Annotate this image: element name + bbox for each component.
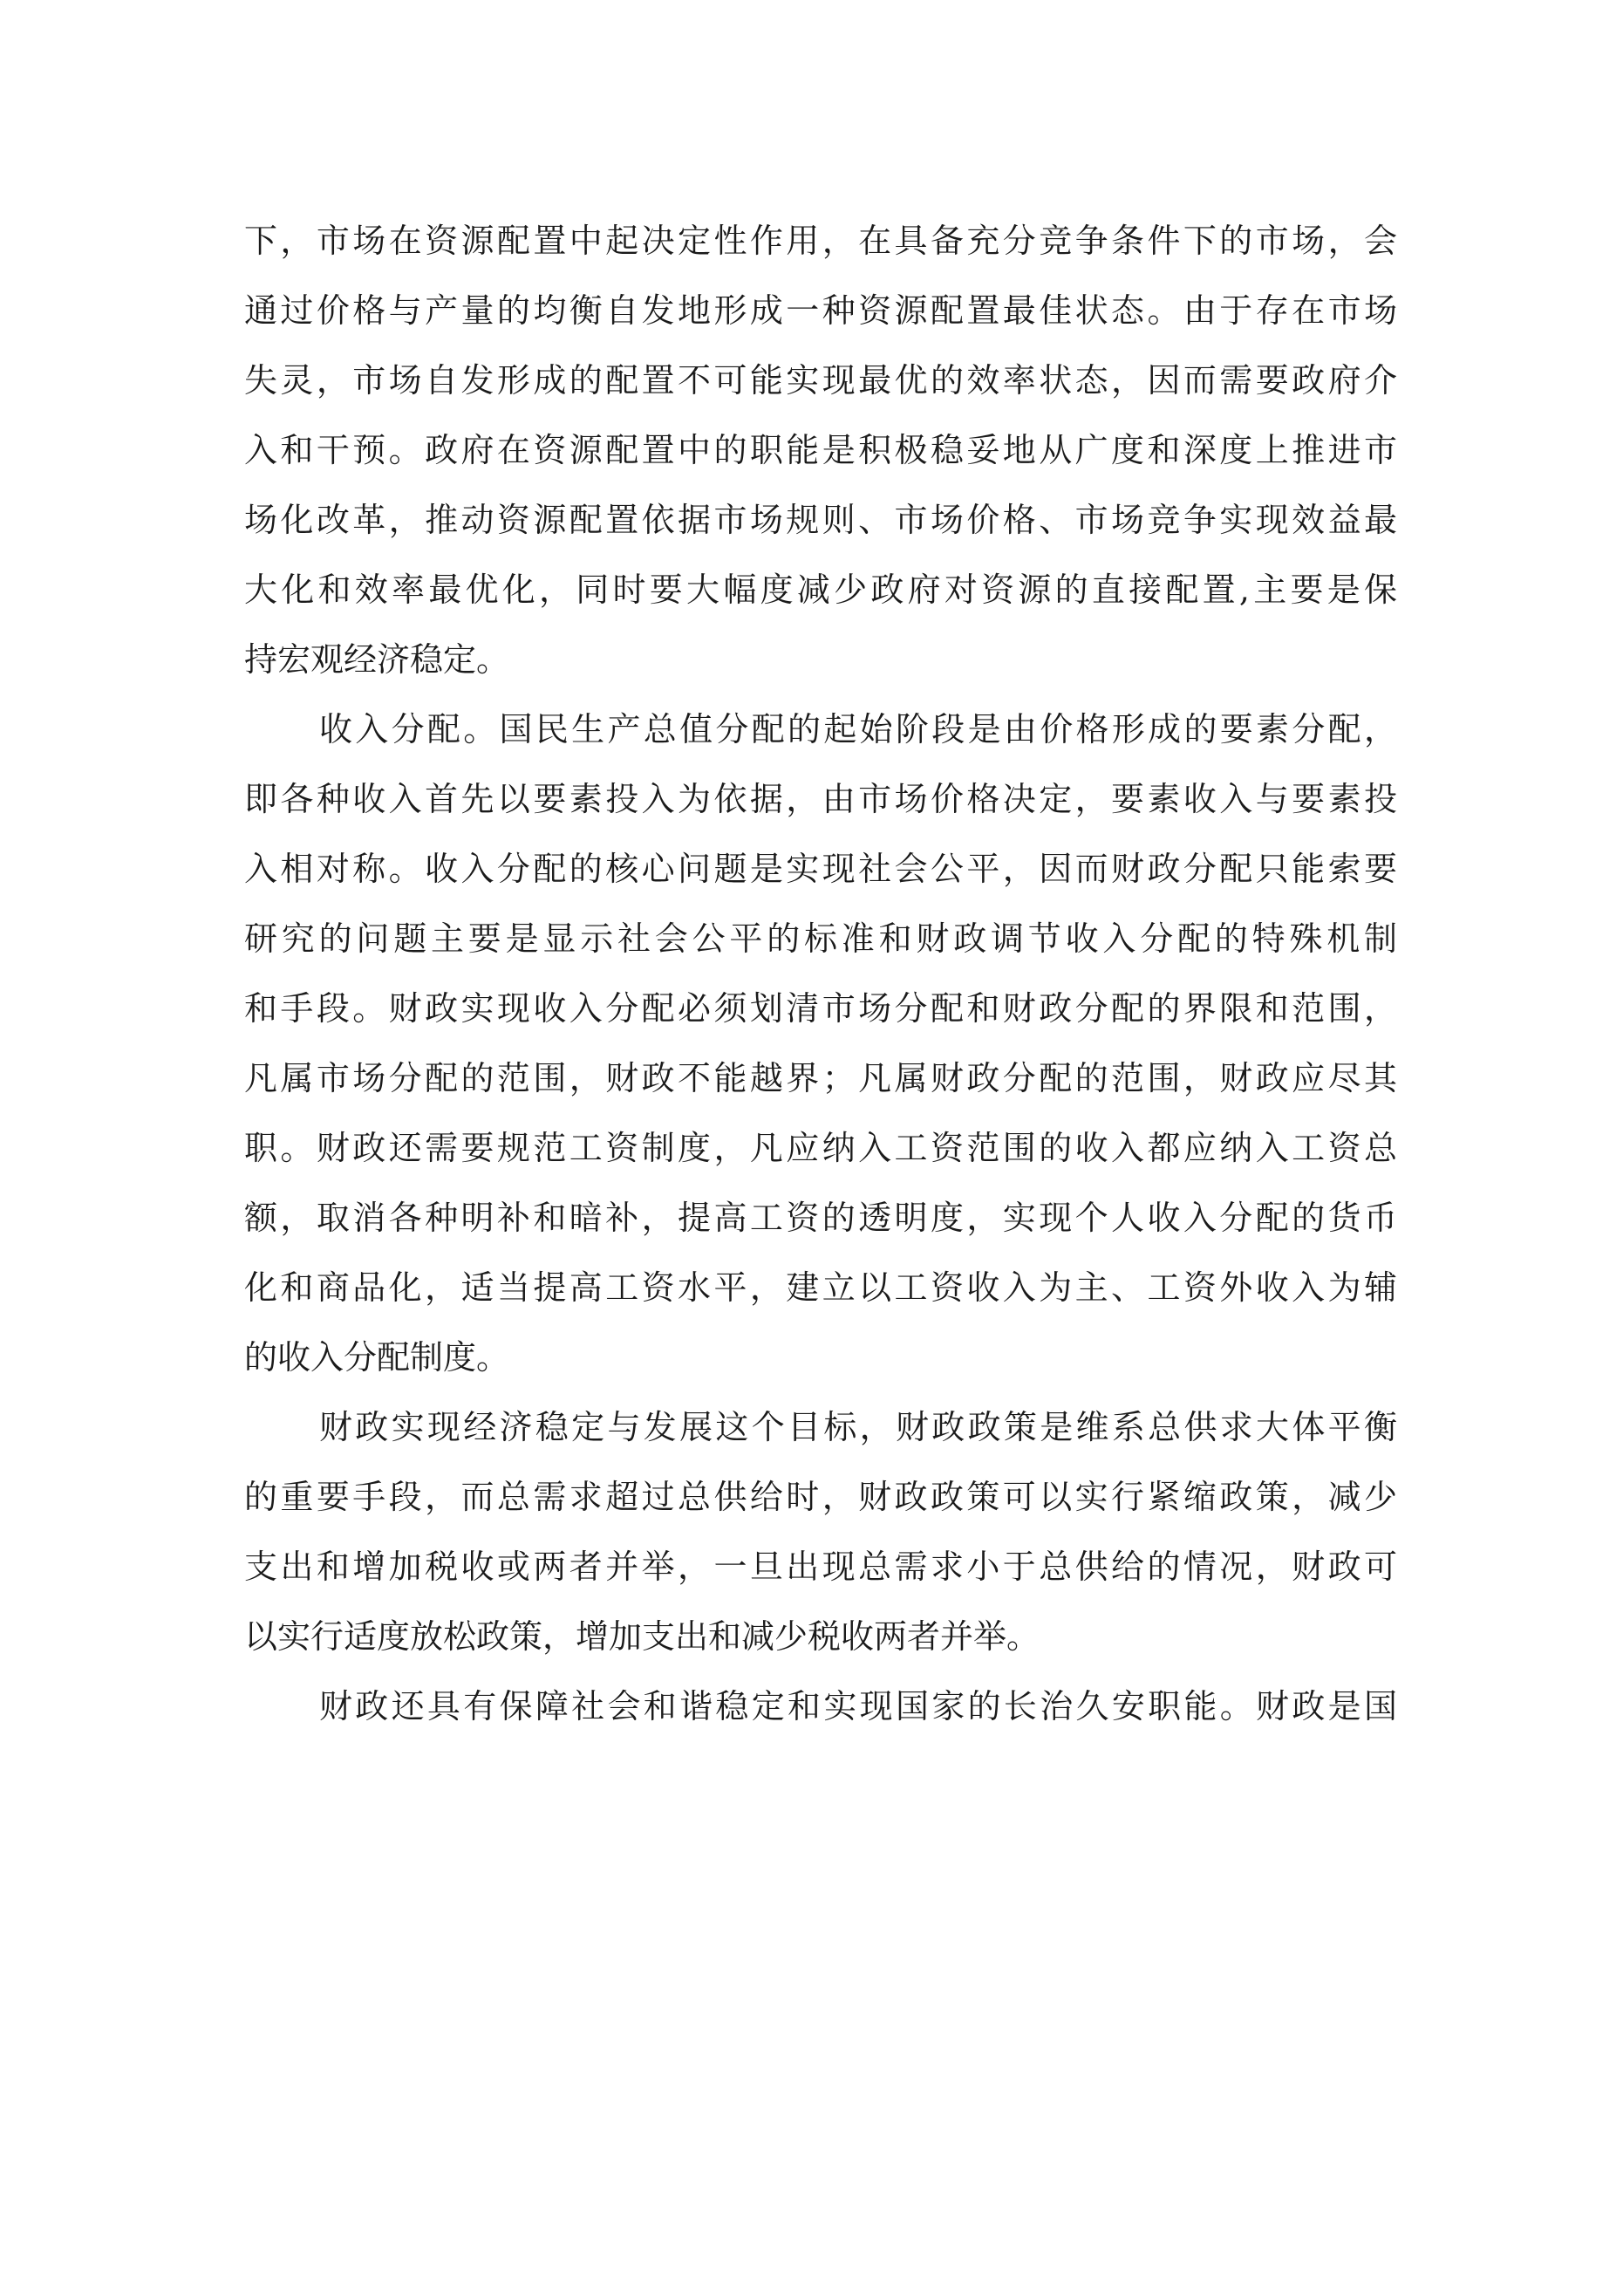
text-line: 化和商品化，适当提高工资水平，建立以工资收入为主、工资外收入为辅 — [244, 1268, 1397, 1307]
text-line: 大化和效率最优化，同时要大幅度减少政府对资源的直接配置,主要是保 — [244, 571, 1397, 609]
text-line: 财政实现经济稳定与发展这个目标，财政政策是维系总供求大体平衡 — [319, 1408, 1397, 1446]
text-line: 即各种收入首先以要素投入为依据，由市场价格决定，要素收入与要素投 — [244, 780, 1397, 818]
text-line: 场化改革，推动资源配置依据市场规则、市场价格、市场竞争实现效益最 — [244, 501, 1397, 539]
text-line: 的收入分配制度。 — [244, 1338, 510, 1377]
text-line: 的重要手段，而总需求超过总供给时，财政政策可以实行紧缩政策，减少 — [244, 1478, 1397, 1516]
text-line: 通过价格与产量的均衡自发地形成一种资源配置最佳状态。由于存在市场 — [244, 291, 1397, 330]
text-line: 持宏观经济稳定。 — [244, 640, 510, 679]
text-line: 下，市场在资源配置中起决定性作用，在具备充分竞争条件下的市场，会 — [244, 222, 1397, 260]
text-line: 凡属市场分配的范围，财政不能越界；凡属财政分配的范围，财政应尽其 — [244, 1059, 1397, 1097]
text-line: 额，取消各种明补和暗补，提高工资的透明度，实现个人收入分配的货币 — [244, 1199, 1397, 1237]
text-line: 职。财政还需要规范工资制度，凡应纳入工资范围的收入都应纳入工资总 — [244, 1129, 1397, 1167]
text-line: 以实行适度放松政策，增加支出和减少税收两者并举。 — [244, 1617, 1040, 1656]
text-line: 入和干预。政府在资源配置中的职能是积极稳妥地从广度和深度上推进市 — [244, 431, 1397, 469]
paragraph-social-harmony — [244, 1671, 1397, 1741]
paragraph-income-distribution — [244, 694, 1397, 1392]
text-line: 入相对称。收入分配的核心问题是实现社会公平，因而财政分配只能索要 — [244, 850, 1397, 888]
text-line: 财政还具有保障社会和谐稳定和实现国家的长治久安职能。财政是国 — [319, 1687, 1397, 1725]
text-line: 和手段。财政实现收入分配必须划清市场分配和财政分配的界限和范围， — [244, 989, 1397, 1028]
text-line: 支出和增加税收或两者并举，一旦出现总需求小于总供给的情况，财政可 — [244, 1548, 1397, 1586]
body-text — [244, 206, 1397, 1741]
text-line: 失灵，市场自发形成的配置不可能实现最优的效率状态，因而需要政府介 — [244, 361, 1397, 400]
paragraph-resource-allocation — [244, 206, 1397, 694]
text-line: 研究的问题主要是显示社会公平的标准和财政调节收入分配的特殊机制 — [244, 919, 1397, 958]
paragraph-economic-stability — [244, 1392, 1397, 1671]
text-line: 收入分配。国民生产总值分配的起始阶段是由价格形成的要素分配， — [319, 710, 1397, 748]
